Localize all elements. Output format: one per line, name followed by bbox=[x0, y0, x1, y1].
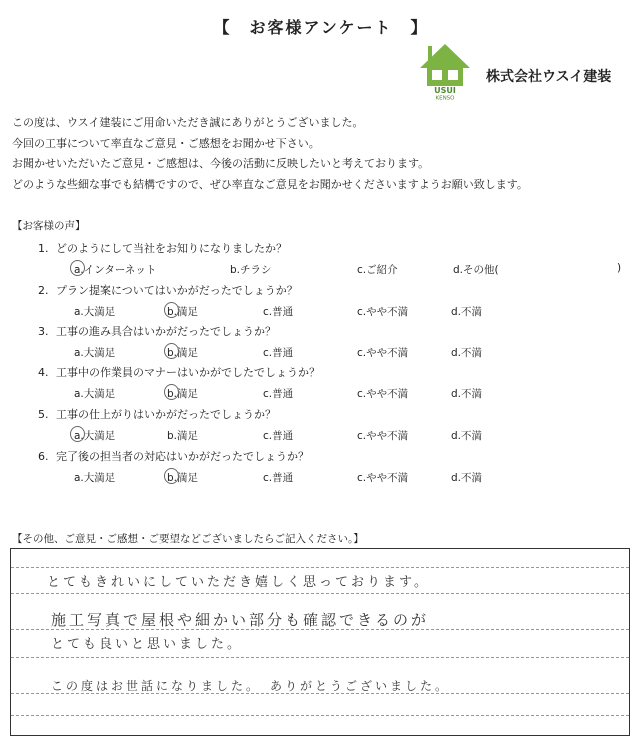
option-a[interactable]: a.大満足 bbox=[74, 347, 116, 359]
option-d[interactable]: d.不満 bbox=[451, 430, 483, 442]
option-c2[interactable]: c.やや不満 bbox=[357, 472, 409, 484]
ruled-line bbox=[11, 567, 629, 568]
intro-line: どのような些細な事でも結構ですので、ぜひ率直なご意見をお聞かせくださいますようお願い致します。 bbox=[12, 177, 528, 191]
question-5: 5. 工事の仕上がりはいかがだったでしょうか？ bbox=[38, 408, 276, 421]
ruled-line bbox=[11, 715, 629, 716]
company-logo bbox=[418, 42, 472, 100]
option-c2[interactable]: c.やや不満 bbox=[357, 347, 409, 359]
ruled-line bbox=[11, 593, 629, 594]
option-c[interactable]: c.ご紹介 bbox=[357, 264, 398, 276]
option-c[interactable]: c.普通 bbox=[263, 472, 294, 484]
selection-circle bbox=[70, 260, 85, 276]
comment-box[interactable] bbox=[10, 548, 630, 736]
option-b[interactable]: b.満足 bbox=[167, 306, 199, 318]
option-d[interactable]: d.不満 bbox=[451, 388, 483, 400]
option-b[interactable]: b.満足 bbox=[167, 347, 199, 359]
handwritten-line: この度はお世話になりました。 ありがとうございました。 bbox=[51, 679, 451, 693]
intro-line: お聞かせいただいたご意見・ご感想は、今後の活動に反映したいと考えております。 bbox=[12, 157, 430, 170]
company-name: 株式会社ウスイ建装 bbox=[486, 69, 612, 85]
option-d[interactable]: d.不満 bbox=[451, 472, 483, 484]
option-b[interactable]: b.満足 bbox=[167, 388, 199, 400]
page-title: 【 お客様アンケート 】 bbox=[213, 18, 429, 37]
question-6: 6. 完了後の担当者の対応はいかがだったでしょうか？ bbox=[38, 450, 309, 463]
question-3: 3. 工事の進み具合はいかがだったでしょうか？ bbox=[38, 325, 276, 338]
intro-text bbox=[12, 113, 528, 195]
option-b[interactable]: b.満足 bbox=[167, 430, 199, 442]
option-c2[interactable]: c.やや不満 bbox=[357, 430, 409, 442]
selection-circle bbox=[164, 343, 179, 359]
option-a[interactable]: a.大満足 bbox=[74, 306, 116, 318]
selection-circle bbox=[164, 468, 179, 484]
option-c2[interactable]: c.やや不満 bbox=[357, 388, 409, 400]
handwritten-line: 施工写真で屋根や細かい部分も確認できるのが bbox=[51, 611, 430, 629]
option-c[interactable]: c.普通 bbox=[263, 347, 294, 359]
option-c2[interactable]: c.やや不満 bbox=[357, 306, 409, 318]
option-b[interactable]: b.チラシ bbox=[230, 264, 272, 276]
option-d[interactable]: d.不満 bbox=[451, 306, 483, 318]
option-d[interactable]: d.不満 bbox=[451, 347, 483, 359]
option-c[interactable]: c.普通 bbox=[263, 306, 294, 318]
selection-circle bbox=[164, 302, 179, 318]
option-d[interactable]: d.その他( bbox=[453, 264, 499, 276]
intro-line: この度は、ウスイ建装にご用命いただき誠にありがとうございました。 bbox=[12, 116, 364, 129]
option-b[interactable]: b.満足 bbox=[167, 472, 199, 484]
option-a[interactable]: a.大満足 bbox=[74, 388, 116, 400]
option-a[interactable]: a.大満足 bbox=[74, 472, 116, 484]
option-a[interactable]: a.インターネット bbox=[74, 264, 157, 276]
question-4: 4. 工事中の作業員のマナーはいかがでしたでしょうか？ bbox=[38, 366, 320, 379]
selection-circle bbox=[164, 384, 179, 400]
selection-circle bbox=[70, 426, 85, 442]
option-c[interactable]: c.普通 bbox=[263, 388, 294, 400]
option-a[interactable]: a.大満足 bbox=[74, 430, 116, 442]
handwritten-line: とても良いと思いました。 bbox=[51, 637, 244, 652]
question-1: 1. どのようにして当社をお知りになりましたか？ bbox=[38, 242, 287, 255]
section-heading-other: 【その他、ご意見・ご感想・ご要望などございましたらご記入ください。】 bbox=[12, 533, 364, 545]
section-heading-voice: 【お客様の声】 bbox=[12, 220, 86, 232]
svg-text:KENSO: KENSO bbox=[435, 95, 455, 100]
svg-text:USUI: USUI bbox=[434, 86, 456, 95]
question-2: 2. プラン提案についてはいかがだったでしょうか？ bbox=[38, 284, 298, 297]
option-c[interactable]: c.普通 bbox=[263, 430, 294, 442]
handwritten-line: とてもきれいにしていただき嬉しく思っております。 bbox=[47, 575, 430, 590]
ruled-line bbox=[11, 657, 629, 658]
intro-line: 今回の工事について率直なご意見・ご感想をお聞かせ下さい。 bbox=[12, 136, 320, 150]
option-d-close: ) bbox=[617, 262, 622, 274]
